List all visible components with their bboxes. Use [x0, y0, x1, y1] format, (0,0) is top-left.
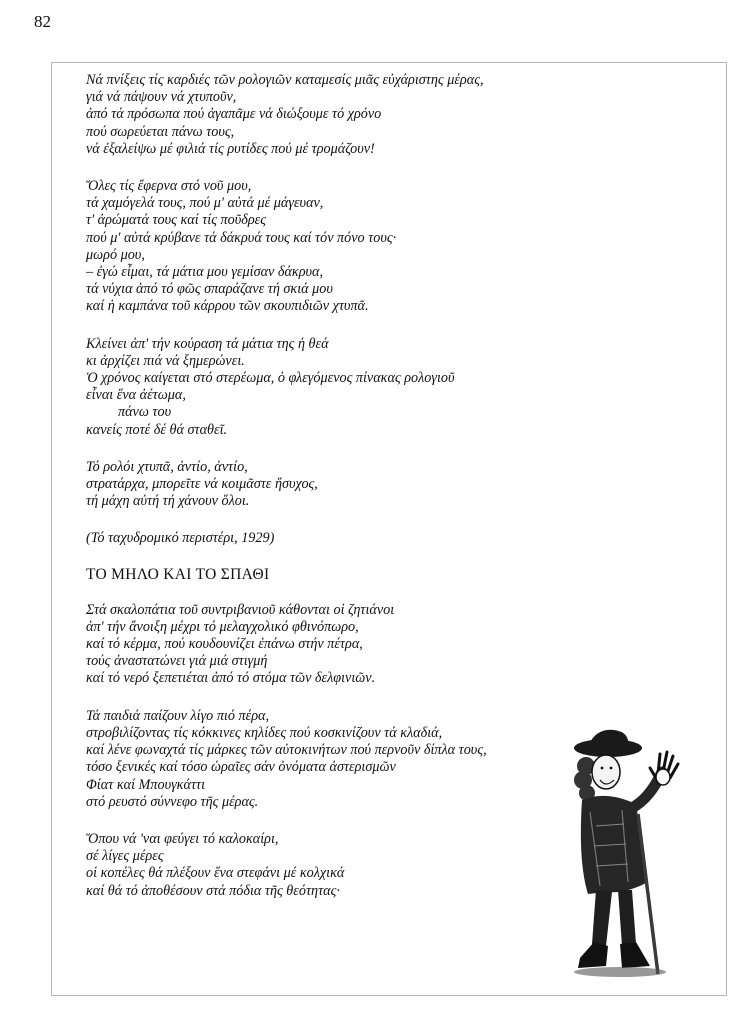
poem-line: στό ρευστό σύννεφο τῆς μέρας. — [86, 793, 259, 810]
stanza — [86, 336, 646, 439]
poem-line: γιά νά πάψουν νά χτυποῦν, — [86, 89, 237, 106]
poem-line: τά χαμόγελά τους, πού μ' αὐτά μέ μάγευαν, — [86, 195, 324, 212]
text-column — [86, 72, 646, 920]
poem-line: καί τό νερό ξεπετιέται ἀπό τό στόμα τῶν δελφινιῶν. — [86, 670, 376, 687]
poem-line: Φίατ καί Μπουγκάττι — [86, 776, 206, 793]
poem-line: τά νύχια ἀπό τό φῶς σπαράζανε τή σκιά μου — [86, 281, 333, 298]
stanza — [86, 708, 646, 811]
beggar-illustration — [566, 722, 698, 982]
poem-line: καί θά τό ἀποθέσουν στά πόδια τῆς θεότητας· — [86, 882, 340, 899]
poem-line: πάνω του — [118, 404, 172, 421]
stanza — [86, 831, 646, 900]
poem-line: Κλείνει ἀπ' τήν κούραση τά μάτια της ἡ θεά — [86, 335, 329, 352]
poem-line: στροβιλίζοντας τίς κόκκινες κηλίδες πού κοσκινίζουν τά κλαδιά, — [86, 724, 443, 741]
poem-line: Νά πνίξεις τίς καρδιές τῶν ρολογιῶν καταμεσίς μιᾶς εὐχάριστης μέρας, — [86, 72, 484, 88]
poem-line: καί λένε φωναχτά τίς μάρκες τῶν αὐτοκινήτων πού περνοῦν δίπλα τους, — [86, 742, 487, 759]
poem-2 — [86, 602, 646, 900]
poem-line: στρατάρχα, μπορεῖτε νά κοιμᾶστε ἥσυχος, — [86, 476, 318, 493]
poem-line: σέ λίγες μέρες — [86, 848, 164, 865]
poem-line: τόσο ξενικές καί τόσο ὡραῖες σάν ὀνόματα ἀστερισμῶν — [86, 759, 396, 776]
poem-line: Ὅλες τίς ἔφερνα στό νοῦ μου, — [86, 178, 252, 195]
poem-line: νά ἐξαλείψω μέ φιλιά τίς ρυτίδες πού μέ τρομάζουν! — [86, 140, 375, 157]
stanza — [86, 72, 646, 158]
poem-line: καί ἡ καμπάνα τοῦ κάρρου τῶν σκουπιδιῶν χτυπᾶ. — [86, 298, 369, 315]
poem-line: Τό ρολόι χτυπᾶ, ἀντίο, ἀντίο, — [86, 458, 248, 475]
stanza — [86, 459, 646, 511]
poem-line: Ὅπου νά 'ναι φεύγει τό καλοκαίρι, — [86, 830, 279, 847]
page-number: 82 — [34, 12, 51, 31]
poem-line: εἶναι ἕνα ἀέτωμα, — [86, 387, 186, 404]
poem-line: κι ἀρχίζει πιά νά ξημερώνει. — [86, 352, 245, 369]
poem-line: πού μ' αὐτά κρύβανε τά δάκρυά τους καί τόν πόνο τους· — [86, 229, 397, 246]
poem-line: οἱ κοπέλες θά πλέξουν ἕνα στεφάνι μέ κολχικά — [86, 865, 345, 882]
poem-line: μωρό μου, — [86, 246, 145, 263]
stanza — [86, 602, 646, 688]
poem-line: τ' ἀρώματά τους καί τίς ποῦδρες — [86, 212, 266, 229]
poem-1 — [86, 72, 646, 510]
poem-title: ΤΟ ΜΗΛΟ ΚΑΙ ΤΟ ΣΠΑΘΙ — [86, 565, 270, 583]
poem-line: Τά παιδιά παίζουν λίγο πιό πέρα, — [86, 707, 270, 724]
poem-line: Στά σκαλοπάτια τοῦ συντριβανιοῦ κάθονται οἱ ζητιάνοι — [86, 601, 395, 618]
poem-line: πού σωρεύεται πάνω τους, — [86, 123, 235, 140]
poem-line: τή μάχη αὐτή τή χάνουν ὅλοι. — [86, 493, 250, 510]
poem-line: ἀπό τά πρόσωπα πού ἀγαπᾶμε νά διώξουμε τό χρόνο — [86, 106, 382, 123]
poem-line: Ὁ χρόνος καίγεται στό στερέωμα, ὁ φλεγόμενος πίνακας ρολογιοῦ — [86, 370, 455, 387]
poem-line: καί τό κέρμα, πού κουδουνίζει ἐπάνω στήν πέτρα, — [86, 636, 363, 653]
poem-line: – ἐγώ εἶμαι, τά μάτια μου γεμίσαν δάκρυα, — [86, 264, 324, 281]
stanza — [86, 178, 646, 316]
poem-line: τούς ἀναστατώνει γιά μιά στιγμή — [86, 653, 268, 670]
poem-citation: (Τό ταχυδρομικό περιστέρι, 1929) — [86, 530, 275, 547]
poem-line: ἀπ' τήν ἄνοιξη μέχρι τό μελαγχολικό φθινόπωρο, — [86, 618, 359, 635]
poem-line: κανείς ποτέ δέ θά σταθεῖ. — [86, 421, 228, 438]
